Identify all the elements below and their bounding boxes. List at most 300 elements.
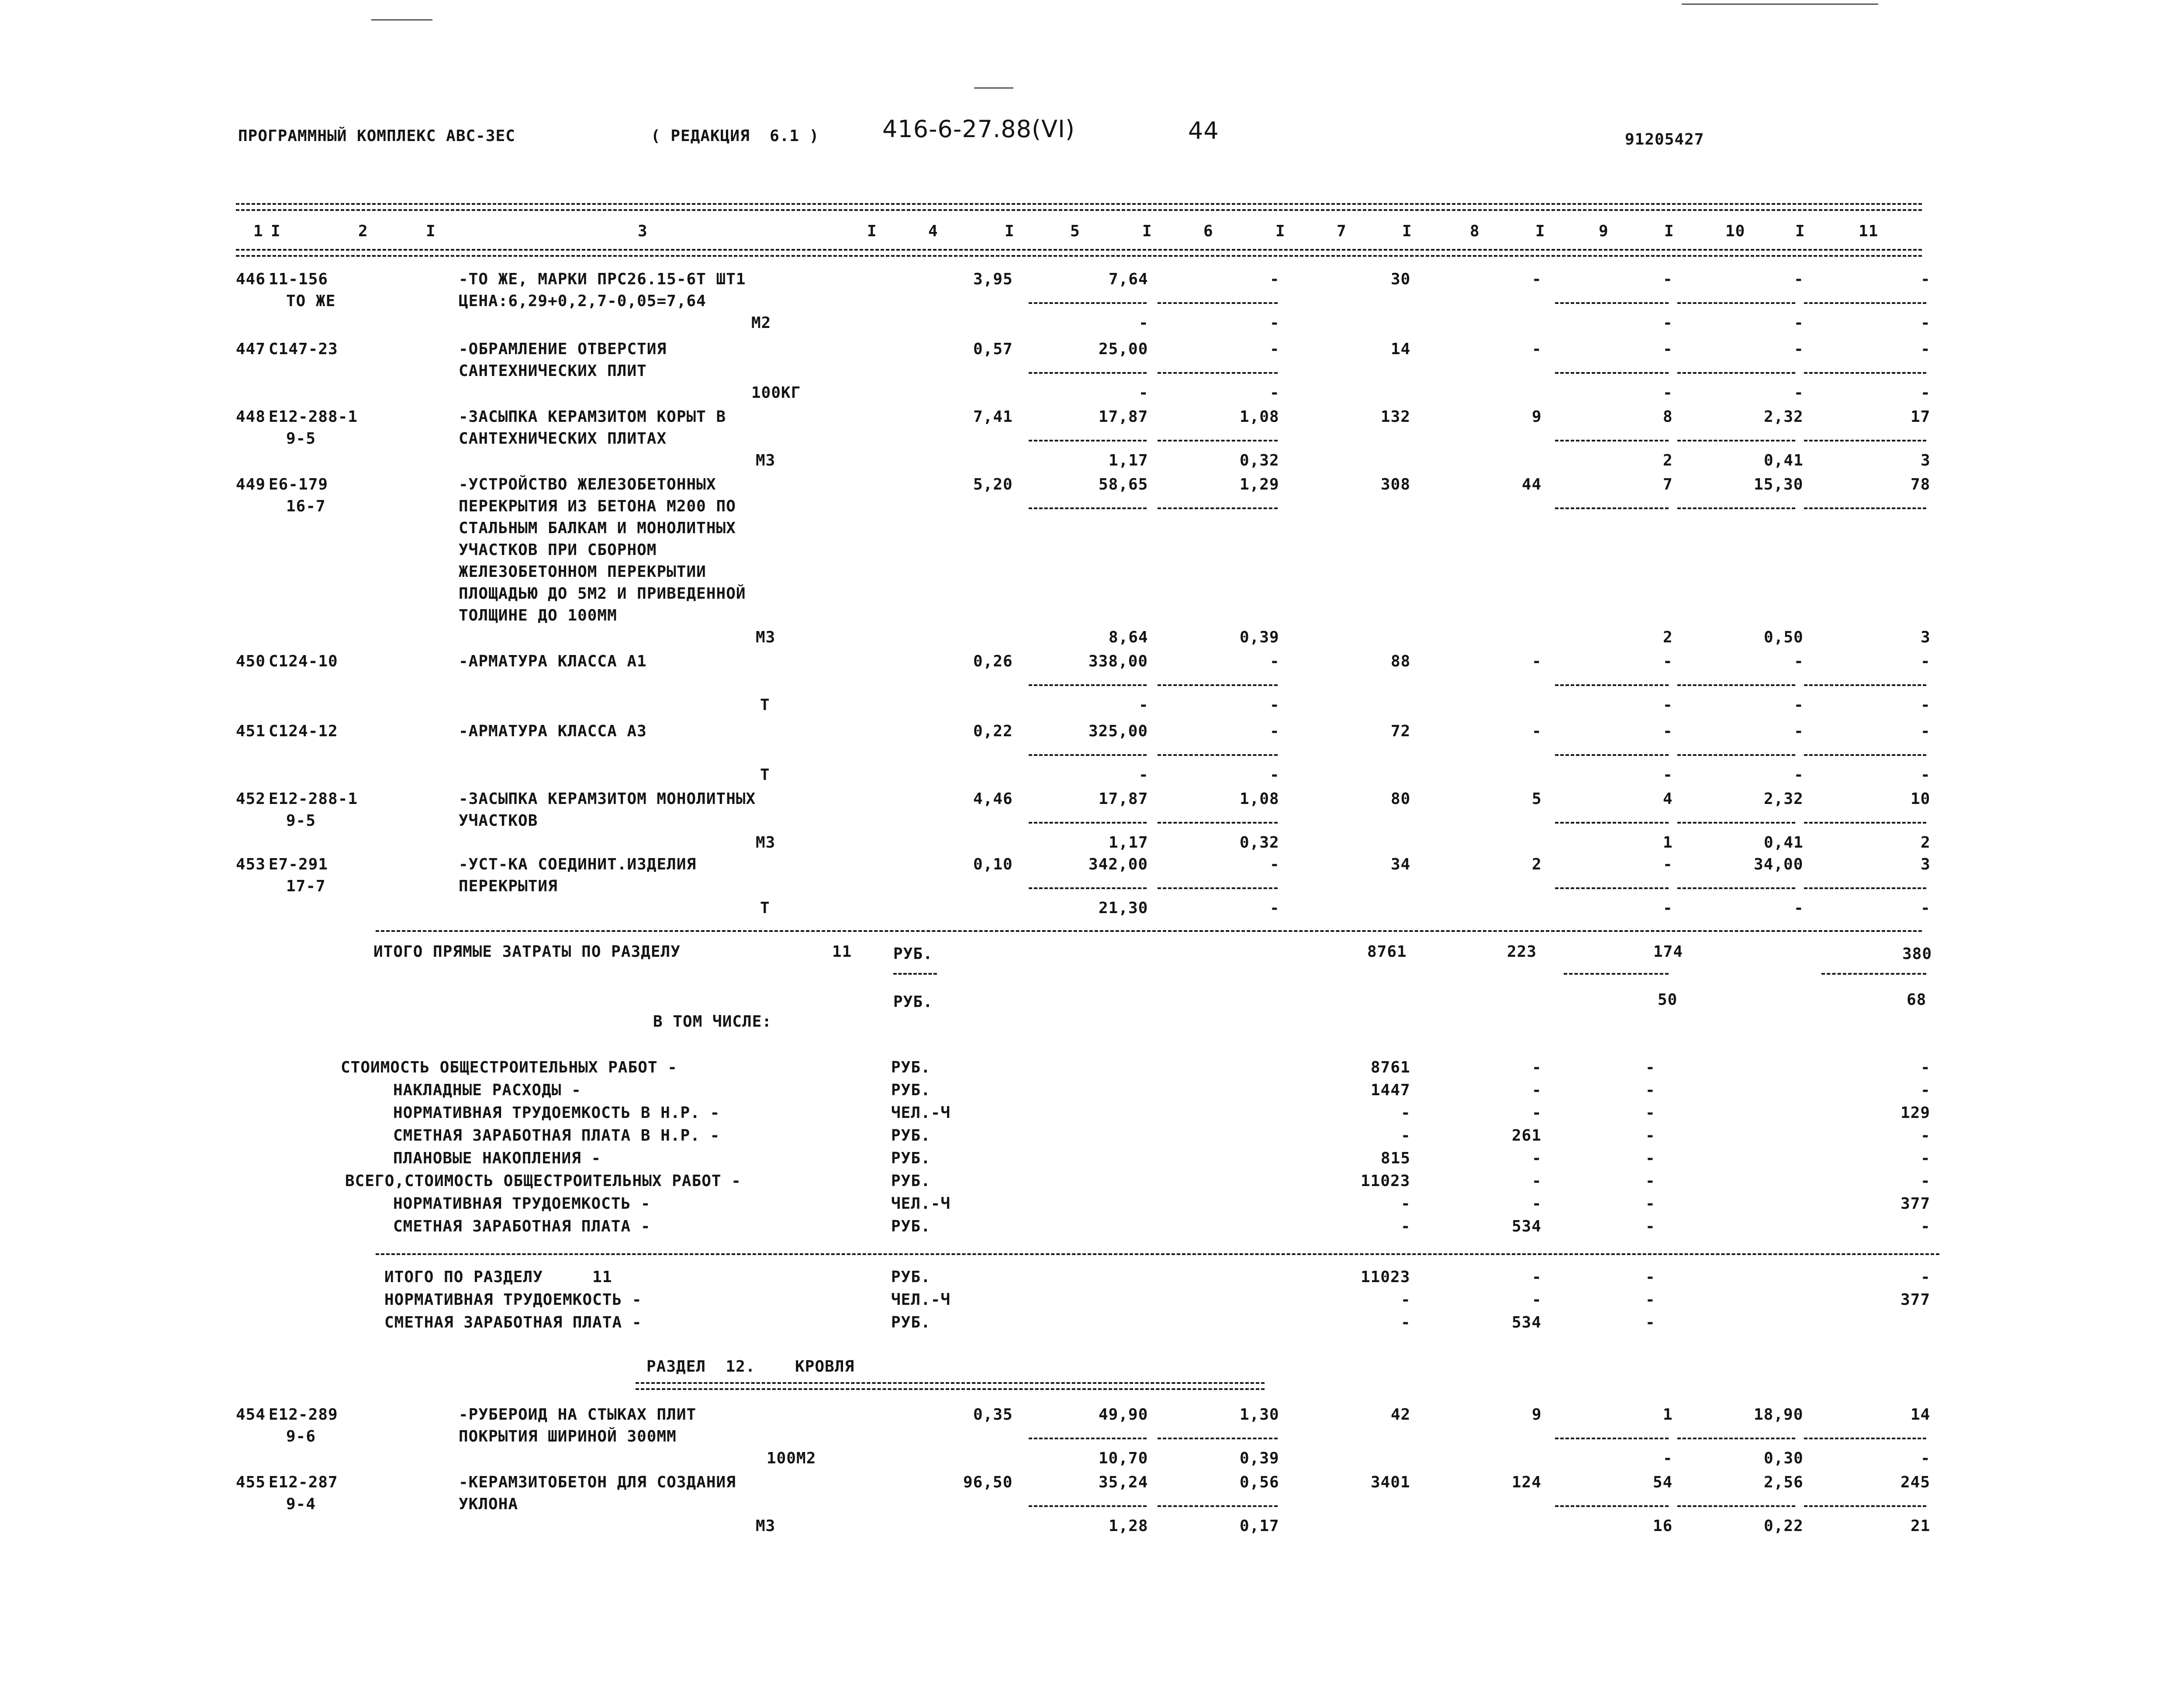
summary-label: СМЕТНАЯ ЗАРАБОТНАЯ ПЛАТА - <box>393 1217 651 1235</box>
row-c5: 35,24 <box>1099 1473 1148 1491</box>
row-description-line: -ОБРАМЛЕНИЕ ОТВЕРСТИЯ <box>459 340 667 358</box>
row-c9b: 2 <box>1663 628 1673 646</box>
totals-c11b: 68 <box>1907 991 1927 1009</box>
row-unit: Т <box>760 899 770 917</box>
summary-label: СМЕТНАЯ ЗАРАБОТНАЯ ПЛАТА - <box>384 1314 642 1331</box>
cell-divider <box>1029 822 1147 824</box>
row-number: 451 <box>236 722 266 740</box>
cell-divider <box>1677 822 1795 824</box>
row-c11: 78 <box>1911 476 1931 493</box>
cell-divider <box>1804 754 1926 756</box>
summary-c7: 1447 <box>1371 1081 1410 1099</box>
row-c9b: 16 <box>1653 1517 1673 1535</box>
row-c10b: 0,22 <box>1764 1517 1804 1535</box>
summary-c7: - <box>1401 1291 1411 1309</box>
row-c11b: - <box>1921 696 1931 714</box>
cell-divider <box>1158 822 1278 824</box>
row-c10b: - <box>1794 899 1804 917</box>
totals-top-rule <box>376 930 1922 932</box>
cell-divider <box>1677 372 1795 374</box>
scan-mark <box>1682 3 1878 5</box>
row-c4: 0,22 <box>973 722 1013 740</box>
totals-label: ИТОГО ПРЯМЫЕ ЗАТРАТЫ ПО РАЗДЕЛУ <box>373 943 681 961</box>
cell-divider <box>1677 507 1795 509</box>
summary-label: НОРМАТИВНАЯ ТРУДОЕМКОСТЬ - <box>384 1291 642 1309</box>
row-c10: 18,90 <box>1754 1406 1804 1424</box>
summary-unit: РУБ. <box>891 1059 931 1076</box>
summary-c11: - <box>1921 1217 1931 1235</box>
row-c6b: 0,32 <box>1240 452 1279 469</box>
cell-divider <box>1677 754 1795 756</box>
row-c9: - <box>1663 340 1673 358</box>
row-c5b: 21,30 <box>1099 899 1148 917</box>
row-c4: 3,95 <box>973 270 1013 288</box>
row-c7: 88 <box>1391 652 1411 670</box>
row-c5: 17,87 <box>1099 790 1148 808</box>
row-c11: - <box>1921 652 1931 670</box>
row-c10: - <box>1794 270 1804 288</box>
row-c4: 0,10 <box>973 855 1013 873</box>
row-c10b: - <box>1794 314 1804 332</box>
row-c6: 0,56 <box>1240 1473 1279 1491</box>
summary-unit: РУБ. <box>891 1268 931 1286</box>
row-c4: 5,20 <box>973 476 1013 493</box>
row-c5b: - <box>1139 766 1149 784</box>
row-c6: 1,30 <box>1240 1406 1279 1424</box>
row-unit: М3 <box>756 628 776 646</box>
row-number: 452 <box>236 790 266 808</box>
row-c4: 0,57 <box>973 340 1013 358</box>
cell-divider <box>1158 1505 1278 1507</box>
row-c11b: - <box>1921 899 1931 917</box>
row-description-line: УЧАСТКОВ <box>459 812 538 830</box>
cell-divider <box>1158 684 1278 686</box>
row-c9: - <box>1663 652 1673 670</box>
summary-label: СМЕТНАЯ ЗАРАБОТНАЯ ПЛАТА В Н.Р. - <box>393 1127 720 1145</box>
row-unit: М3 <box>756 452 776 469</box>
summary-c11: - <box>1921 1149 1931 1167</box>
summary-unit: РУБ. <box>891 1149 931 1167</box>
summary-c7: - <box>1401 1217 1411 1235</box>
row-description-line: ТОЛЩИНЕ ДО 100ММ <box>459 607 617 624</box>
row-c9b: - <box>1663 314 1673 332</box>
col-header-9: 9 <box>1599 222 1609 240</box>
row-c7: 132 <box>1381 408 1411 426</box>
row-description-line: ПЕРЕКРЫТИЯ <box>459 877 558 895</box>
row-c5: 7,64 <box>1109 270 1148 288</box>
row-c8: 124 <box>1512 1473 1542 1491</box>
row-description-line: САНТЕХНИЧЕСКИХ ПЛИТ <box>459 362 647 380</box>
cell-divider <box>1029 1505 1147 1507</box>
row-c6b: 0,17 <box>1240 1517 1279 1535</box>
row-c7: 80 <box>1391 790 1411 808</box>
row-c6: 1,29 <box>1240 476 1279 493</box>
row-c4: 4,46 <box>973 790 1013 808</box>
row-c10b: 0,41 <box>1764 834 1804 852</box>
row-code: Е6-179 <box>269 476 328 493</box>
row-code: Е7-291 <box>269 855 328 873</box>
summary-label: НОРМАТИВНАЯ ТРУДОЕМКОСТЬ В Н.Р. - <box>393 1104 720 1122</box>
row-c10b: 0,30 <box>1764 1449 1804 1467</box>
row-code: Е12-289 <box>269 1406 338 1424</box>
summary-c11: - <box>1921 1081 1931 1099</box>
cell-divider <box>1029 754 1147 756</box>
col-header-7: 7 <box>1337 222 1347 240</box>
summary-c9: - <box>1645 1149 1655 1167</box>
row-c5: 49,90 <box>1099 1406 1148 1424</box>
summary-c9: - <box>1645 1081 1655 1099</box>
row-c6: - <box>1270 652 1280 670</box>
summary-c9: - <box>1645 1291 1655 1309</box>
row-c9b: - <box>1663 1449 1673 1467</box>
row-c11b: 3 <box>1921 628 1931 646</box>
summary-c9: - <box>1645 1127 1655 1145</box>
cell-divider <box>1158 440 1278 441</box>
cell-divider <box>1804 1438 1926 1439</box>
cell-divider <box>1029 887 1147 889</box>
table-top-rule <box>236 203 1922 211</box>
row-c5: 58,65 <box>1099 476 1148 493</box>
row-code-sub: 16-7 <box>286 497 326 515</box>
row-c8: 9 <box>1532 408 1542 426</box>
cell-divider <box>1804 887 1926 889</box>
row-c11b: - <box>1921 314 1931 332</box>
col-header-2: 2 <box>358 222 368 240</box>
section-12-title: РАЗДЕЛ 12. КРОВЛЯ <box>646 1358 855 1376</box>
row-c9: 7 <box>1663 476 1673 493</box>
row-c5: 342,00 <box>1089 855 1148 873</box>
summary-c9: - <box>1645 1104 1655 1122</box>
row-unit: 100КГ <box>751 384 801 402</box>
cell-divider <box>1029 302 1147 304</box>
cell-divider <box>1555 754 1669 756</box>
row-c11: - <box>1921 270 1931 288</box>
row-c5b: 1,17 <box>1109 834 1148 852</box>
summary-c8: 534 <box>1512 1314 1542 1331</box>
summary-c8: - <box>1532 1291 1542 1309</box>
cell-divider <box>1555 507 1669 509</box>
row-code: С124-10 <box>269 652 338 670</box>
section-total-rule <box>376 1253 1939 1255</box>
cell-divider <box>1029 684 1147 686</box>
row-number: 446 <box>236 270 266 288</box>
row-code-sub: 9-6 <box>286 1428 316 1445</box>
row-c10: - <box>1794 340 1804 358</box>
row-c8: 44 <box>1522 476 1542 493</box>
program-name: ПРОГРАММНЫЙ КОМПЛЕКС АВС-ЗЕС <box>238 127 515 145</box>
cell-divider <box>1804 507 1926 509</box>
row-code-sub: 17-7 <box>286 877 326 895</box>
row-unit: М2 <box>751 314 771 332</box>
cell-divider <box>1555 887 1669 889</box>
row-c7: 72 <box>1391 722 1411 740</box>
cell-divider <box>1804 684 1926 686</box>
cell-divider <box>1555 440 1669 441</box>
cell-divider <box>1677 1505 1795 1507</box>
row-description-line: -ЗАСЫПКА КЕРАМЗИТОМ МОНОЛИТНЫХ <box>459 790 756 808</box>
row-c11b: - <box>1921 384 1931 402</box>
row-c5: 338,00 <box>1089 652 1148 670</box>
cell-divider <box>1555 822 1669 824</box>
row-c5b: 8,64 <box>1109 628 1148 646</box>
summary-c8: - <box>1532 1104 1542 1122</box>
row-unit: 100М2 <box>767 1449 816 1467</box>
summary-c8: - <box>1532 1268 1542 1286</box>
row-description-line: СТАЛЬНЫМ БАЛКАМ И МОНОЛИТНЫХ <box>459 519 736 537</box>
page-number: 44 <box>1188 117 1219 145</box>
summary-label: ПЛАНОВЫЕ НАКОПЛЕНИЯ - <box>393 1149 601 1167</box>
row-c7: 34 <box>1391 855 1411 873</box>
row-c11: 3 <box>1921 855 1931 873</box>
row-description-line: УЧАСТКОВ ПРИ СБОРНОМ <box>459 541 657 559</box>
summary-unit: ЧЕЛ.-Ч <box>891 1104 951 1122</box>
cell-divider <box>1158 302 1278 304</box>
row-c5b: - <box>1139 384 1149 402</box>
row-c9: - <box>1663 270 1673 288</box>
row-unit: М3 <box>756 1517 776 1535</box>
row-description-line: САНТЕХНИЧЕСКИХ ПЛИТАХ <box>459 430 667 448</box>
col-header-11: 11 <box>1859 222 1879 240</box>
row-c11: - <box>1921 722 1931 740</box>
row-c7: 3401 <box>1371 1473 1410 1491</box>
row-code: Е12-287 <box>269 1473 338 1491</box>
summary-unit: РУБ. <box>891 1217 931 1235</box>
summary-c11: - <box>1921 1127 1931 1145</box>
row-c10: - <box>1794 722 1804 740</box>
row-c5b: 1,17 <box>1109 452 1148 469</box>
row-unit: М3 <box>756 834 776 852</box>
summary-c7: 11023 <box>1361 1268 1410 1286</box>
row-c9b: - <box>1663 696 1673 714</box>
cell-divider <box>1029 507 1147 509</box>
row-c5: 17,87 <box>1099 408 1148 426</box>
cell-divider <box>1804 302 1926 304</box>
totals-c9b: 50 <box>1658 991 1678 1009</box>
row-c11b: 3 <box>1921 452 1931 469</box>
edition: ( РЕДАКЦИЯ 6.1 ) <box>651 127 819 145</box>
cell-divider <box>1029 372 1147 374</box>
cell-divider <box>1158 507 1278 509</box>
summary-unit: РУБ. <box>891 1172 931 1190</box>
cell-divider <box>1804 822 1926 824</box>
totals-c7: 8761 <box>1367 943 1407 961</box>
row-c10: 2,32 <box>1764 408 1804 426</box>
col-header-5: 5 <box>1070 222 1080 240</box>
row-c11: 17 <box>1911 408 1931 426</box>
row-c6: - <box>1270 270 1280 288</box>
col-header-3: 3 <box>638 222 648 240</box>
section-12-underline <box>636 1382 1265 1390</box>
row-c9b: 2 <box>1663 452 1673 469</box>
row-c4: 96,50 <box>963 1473 1013 1491</box>
scan-mark <box>371 19 432 21</box>
row-c9: - <box>1663 855 1673 873</box>
row-c10: - <box>1794 652 1804 670</box>
cell-divider <box>1158 372 1278 374</box>
row-description-line: -ЗАСЫПКА КЕРАМЗИТОМ КОРЫТ В <box>459 408 726 426</box>
summary-c7: 11023 <box>1361 1172 1410 1190</box>
summary-unit: ЧЕЛ.-Ч <box>891 1291 951 1309</box>
row-c6: - <box>1270 340 1280 358</box>
summary-c7: 815 <box>1381 1149 1411 1167</box>
row-c10: 2,56 <box>1764 1473 1804 1491</box>
row-c7: 14 <box>1391 340 1411 358</box>
summary-label: ИТОГО ПО РАЗДЕЛУ 11 <box>384 1268 612 1286</box>
row-code: С124-12 <box>269 722 338 740</box>
summary-c11: - <box>1921 1268 1931 1286</box>
row-code: Е12-288-1 <box>269 408 358 426</box>
cell-divider <box>1555 372 1669 374</box>
summary-c11: - <box>1921 1059 1931 1076</box>
col-header-8: 8 <box>1470 222 1480 240</box>
row-c5b: - <box>1139 314 1149 332</box>
summary-unit: РУБ. <box>891 1127 931 1145</box>
row-number: 448 <box>236 408 266 426</box>
scan-mark <box>974 87 1013 89</box>
summary-c8: - <box>1532 1172 1542 1190</box>
row-c5b: 10,70 <box>1099 1449 1148 1467</box>
cell-divider <box>1804 440 1926 441</box>
summary-label: СТОИМОСТЬ ОБЩЕСТРОИТЕЛЬНЫХ РАБОТ - <box>341 1059 677 1076</box>
row-c10b: 0,41 <box>1764 452 1804 469</box>
row-description-line: ПЛОЩАДЬЮ ДО 5М2 И ПРИВЕДЕННОЙ <box>459 585 746 603</box>
row-description-line: -АРМАТУРА КЛАССА А3 <box>459 722 647 740</box>
row-description-line: -ТО ЖЕ, МАРКИ ПРС26.15-6Т ШТ1 <box>459 270 746 288</box>
row-c10: 15,30 <box>1754 476 1804 493</box>
row-code: Е12-288-1 <box>269 790 358 808</box>
row-c6: 1,08 <box>1240 408 1279 426</box>
cell-divider <box>1677 302 1795 304</box>
row-c8: 5 <box>1532 790 1542 808</box>
row-code: С147-23 <box>269 340 338 358</box>
row-c8: - <box>1532 722 1542 740</box>
summary-label: ВСЕГО,СТОИМОСТЬ ОБЩЕСТРОИТЕЛЬНЫХ РАБОТ - <box>345 1172 741 1190</box>
row-c5: 325,00 <box>1089 722 1148 740</box>
summary-unit: РУБ. <box>891 1081 931 1099</box>
summary-c11: 129 <box>1901 1104 1931 1122</box>
row-c10b: - <box>1794 384 1804 402</box>
row-description-line: -КЕРАМЗИТОБЕТОН ДЛЯ СОЗДАНИЯ <box>459 1473 736 1491</box>
row-c6b: 0,32 <box>1240 834 1279 852</box>
row-c11b: 21 <box>1911 1517 1931 1535</box>
row-description-line: -УСТ-КА СОЕДИНИТ.ИЗДЕЛИЯ <box>459 855 697 873</box>
row-description-line: ЦЕНА:6,29+0,2,7-0,05=7,64 <box>459 292 706 310</box>
totals-unit2: РУБ. <box>893 993 933 1011</box>
row-c5: 25,00 <box>1099 340 1148 358</box>
summary-c9: - <box>1645 1195 1655 1213</box>
summary-c8: 534 <box>1512 1217 1542 1235</box>
cell-divider <box>1158 887 1278 889</box>
cell-divider <box>1677 887 1795 889</box>
summary-c11: - <box>1921 1172 1931 1190</box>
row-c6b: - <box>1270 766 1280 784</box>
row-c6: - <box>1270 855 1280 873</box>
row-description-line: ЖЕЛЕЗОБЕТОННОМ ПЕРЕКРЫТИИ <box>459 563 706 581</box>
row-c9b: - <box>1663 766 1673 784</box>
row-c4: 7,41 <box>973 408 1013 426</box>
row-description-line: ПЕРЕКРЫТИЯ ИЗ БЕТОНА М200 ПО <box>459 497 736 515</box>
row-c10b: - <box>1794 766 1804 784</box>
cell-divider <box>1677 440 1795 441</box>
row-number: 453 <box>236 855 266 873</box>
row-number: 450 <box>236 652 266 670</box>
row-c9b: 1 <box>1663 834 1673 852</box>
cell-divider <box>1029 1438 1147 1439</box>
row-description-line: -РУБЕРОИД НА СТЫКАХ ПЛИТ <box>459 1406 697 1424</box>
row-c11: 245 <box>1901 1473 1931 1491</box>
cell-divider <box>1677 684 1795 686</box>
row-c10: 2,32 <box>1764 790 1804 808</box>
row-c7: 30 <box>1391 270 1411 288</box>
row-description-line: -УСТРОЙСТВО ЖЕЛЕЗОБЕТОННЫХ <box>459 476 716 493</box>
totals-unit: РУБ. <box>893 945 933 963</box>
summary-c11: 377 <box>1901 1195 1931 1213</box>
row-c11b: - <box>1921 1449 1931 1467</box>
row-code-sub: ТО ЖЕ <box>286 292 336 310</box>
summary-c9: - <box>1645 1172 1655 1190</box>
row-c5b: - <box>1139 696 1149 714</box>
summary-label: НОРМАТИВНАЯ ТРУДОЕМКОСТЬ - <box>393 1195 651 1213</box>
summary-c8: - <box>1532 1195 1542 1213</box>
row-c10: 34,00 <box>1754 855 1804 873</box>
col-header-10: 10 <box>1725 222 1745 240</box>
row-number: 455 <box>236 1473 266 1491</box>
table-header-rule <box>236 249 1922 257</box>
row-c5b: 1,28 <box>1109 1517 1148 1535</box>
row-c11b: - <box>1921 766 1931 784</box>
row-c6b: - <box>1270 696 1280 714</box>
doc-number: 91205427 <box>1625 131 1704 148</box>
row-c11: 10 <box>1911 790 1931 808</box>
row-c11: 14 <box>1911 1406 1931 1424</box>
row-c11b: 2 <box>1921 834 1931 852</box>
row-c9: 4 <box>1663 790 1673 808</box>
summary-c7: 8761 <box>1371 1059 1410 1076</box>
summary-c9: - <box>1645 1314 1655 1331</box>
col-header-1: 1 <box>253 222 263 240</box>
summary-c9: - <box>1645 1217 1655 1235</box>
summary-c8: - <box>1532 1149 1542 1167</box>
cell-divider <box>1555 684 1669 686</box>
row-c9: - <box>1663 722 1673 740</box>
row-number: 454 <box>236 1406 266 1424</box>
row-code-sub: 9-5 <box>286 430 316 448</box>
row-number: 447 <box>236 340 266 358</box>
col-header-6: 6 <box>1203 222 1213 240</box>
totals-c8: 223 <box>1507 943 1537 961</box>
row-c4: 0,35 <box>973 1406 1013 1424</box>
summary-c8: - <box>1532 1081 1542 1099</box>
row-unit: Т <box>760 766 770 784</box>
row-code: 11-156 <box>269 270 328 288</box>
cell-divider <box>1677 1438 1795 1439</box>
row-c9: 54 <box>1653 1473 1673 1491</box>
row-c11: - <box>1921 340 1931 358</box>
summary-c11: 377 <box>1901 1291 1931 1309</box>
row-c7: 42 <box>1391 1406 1411 1424</box>
summary-label: НАКЛАДНЫЕ РАСХОДЫ - <box>393 1081 581 1099</box>
row-code-sub: 9-5 <box>286 812 316 830</box>
row-c8: - <box>1532 652 1542 670</box>
cell-divider <box>1555 1505 1669 1507</box>
row-c6b: - <box>1270 384 1280 402</box>
row-c6: 1,08 <box>1240 790 1279 808</box>
summary-c7: - <box>1401 1314 1411 1331</box>
row-c10b: - <box>1794 696 1804 714</box>
row-code-sub: 9-4 <box>286 1495 316 1513</box>
cell-divider <box>1158 754 1278 756</box>
summary-c8: - <box>1532 1059 1542 1076</box>
